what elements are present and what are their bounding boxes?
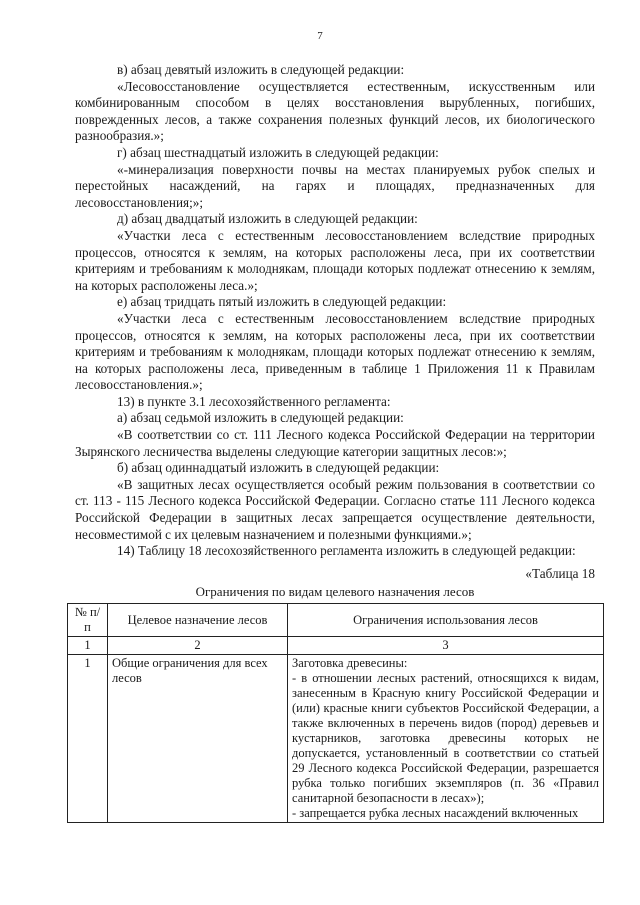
- paragraph: «В защитных лесах осуществляется особый режим пользования в соответствии со ст. 113 - 115 Лесного кодекса Российской Федерации. Согласно статье 111 Лесного кодекса Российской Федерации в защитных лесах запрещается осуществление деятельности, несовместимой с их целевым назначением и полезными функциями.»;: [75, 476, 595, 542]
- document-body: [74, 62, 599, 823]
- column-header-number: № п/п: [68, 604, 108, 637]
- column-header-purpose: Целевое назначение лесов: [108, 604, 288, 637]
- row-number: 1: [68, 655, 108, 823]
- paragraph: «Лесовосстановление осуществляется естественным, искусственным или комбинированным способом в целях восстановления вырубленных, погибших, поврежденных лесов, а также сохранения полезных функций лесов, их биологического разнообразия.»;: [75, 78, 595, 144]
- paragraph: в) абзац девятый изложить в следующей редакции:: [117, 62, 405, 77]
- column-number: 1: [68, 637, 108, 655]
- restriction-line: - запрещается рубка лесных насаждений включенных: [292, 806, 579, 820]
- row-restrictions: [288, 655, 604, 823]
- paragraph: 14) Таблицу 18 лесохозяйственного регламента изложить в следующей редакции:: [117, 543, 576, 559]
- restriction-line: - в отношении лесных растений, относящихся к видам, занесенным в Красную книгу Российской Федерации и (или) красные книги субъектов Российской Федерации, а также включенных в перечень видов (пород) деревьев и кустарников, заготовка древесины которых не допускается, установленный в соответствии со статьей 29 Лесного кодекса Российской Федерации, разрешается рубка только погибших экземпляров (п. 36 «Правил санитарной безопасности в лесах»);: [292, 671, 599, 805]
- paragraph: «В соответствии со ст. 111 Лесного кодекса Российской Федерации на территории Зырянского лесничества выделены следующие категории защитных лесов:»;: [75, 427, 595, 459]
- column-number: 2: [108, 637, 288, 655]
- paragraph: «-минерализация поверхности почвы на местах планируемых рубок спелых и перестойных насаждений, на гарях и площадях, предназначенных для лесовосстановления;»;: [75, 161, 595, 210]
- paragraph: «Участки леса с естественным лесовосстановлением вследствие природных процессов, относятся к землям, на которых расположены леса, при их соответствии критериям и требованиям к молоднякам, площади которых подлежат отнесению к землям, на которых расположены леса.»;: [75, 227, 595, 293]
- paragraph: д) абзац двадцатый изложить в следующей редакции:: [117, 211, 418, 227]
- table-row: [68, 655, 604, 823]
- column-header-restrictions: Ограничения использования лесов: [288, 604, 604, 637]
- table-column-numbers-row: [68, 637, 604, 655]
- column-number: 3: [288, 637, 604, 655]
- paragraph: «Участки леса с естественным лесовосстановлением вследствие природных процессов, относятся к землям, на которых расположены леса, при их соответствии критериям и требованиям к молоднякам, площади которых подлежат отнесению к землям, на которых расположены леса, приведенным в таблице 1 Приложения 11 к Правилам лесовосстановления.»;: [75, 310, 595, 393]
- paragraph: б) абзац одиннадцатый изложить в следующей редакции:: [117, 460, 440, 476]
- table-reference: «Таблица 18: [525, 565, 595, 581]
- paragraph: г) абзац шестнадцатый изложить в следующей редакции:: [117, 144, 439, 160]
- page-number: 7: [317, 30, 323, 42]
- restrictions-table: [67, 603, 604, 823]
- table-caption: Ограничения по видам целевого назначения лесов: [195, 584, 475, 600]
- restriction-line: Заготовка древесины:: [292, 656, 408, 670]
- paragraph: а) абзац седьмой изложить в следующей редакции:: [117, 410, 404, 426]
- paragraph: е) абзац тридцать пятый изложить в следующей редакции:: [117, 294, 447, 310]
- row-purpose: Общие ограничения для всех лесов: [108, 655, 288, 823]
- paragraph: 13) в пункте 3.1 лесохозяйственного регламента:: [117, 393, 391, 409]
- table-header-row: [68, 604, 604, 637]
